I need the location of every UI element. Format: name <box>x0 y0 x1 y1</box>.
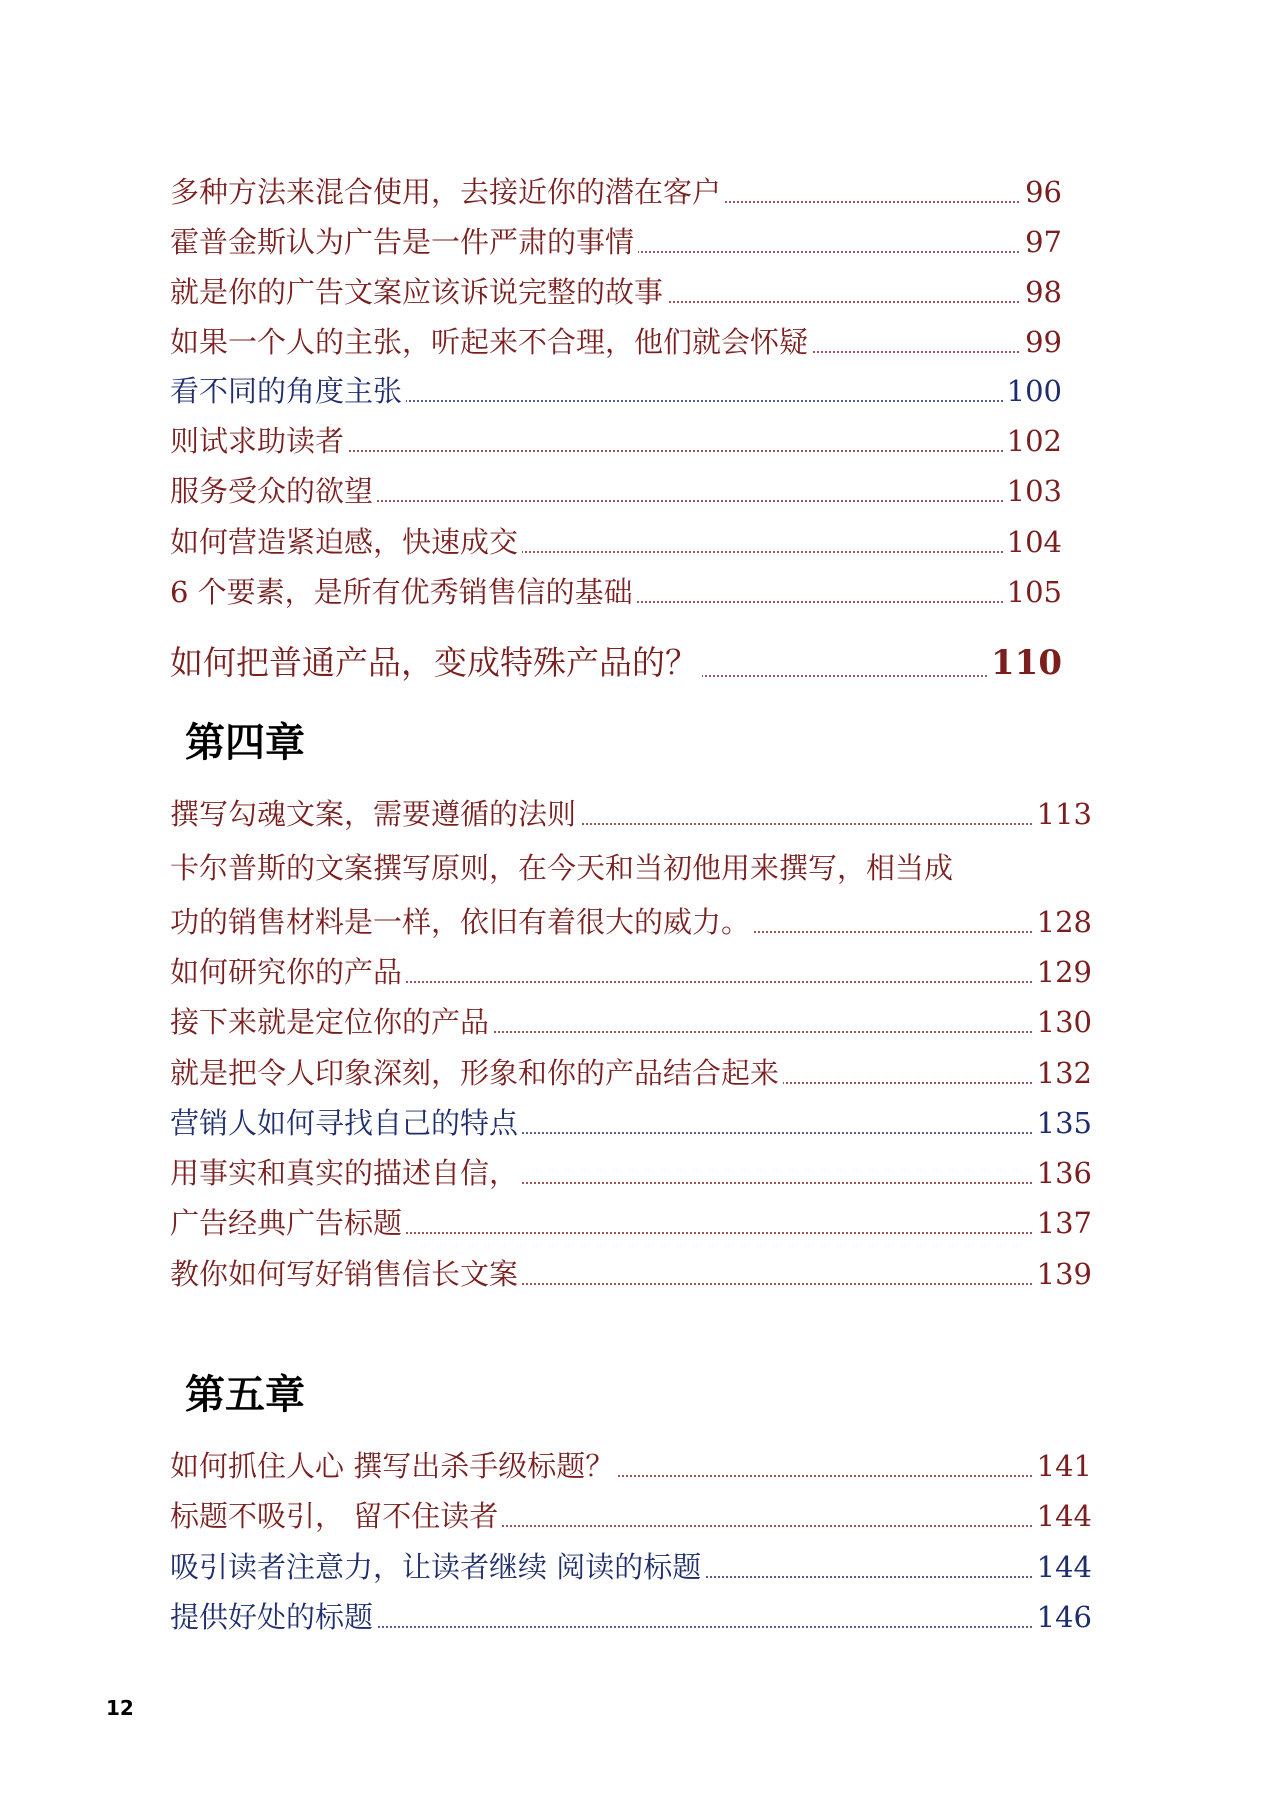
toc-entry[interactable] <box>170 1153 1092 1193</box>
toc-entry-title: 用事实和真实的描述自信， <box>170 1153 522 1193</box>
toc-entry[interactable] <box>170 371 1062 411</box>
toc-entry-title: 广告经典广告标题 <box>170 1203 406 1243</box>
toc-entry-title: 提供好处的标题 <box>170 1597 377 1637</box>
toc-entry-page: 144 <box>1033 1547 1092 1587</box>
toc-entry-page: 129 <box>1033 952 1092 992</box>
toc-entry-page: 128 <box>1033 902 1092 942</box>
toc-entry-page: 103 <box>1003 471 1062 511</box>
toc-entry-title: 则试求助读者 <box>170 421 348 461</box>
page-number: 12 <box>106 1696 134 1720</box>
chapter-heading: 第五章 <box>185 1372 305 1418</box>
toc-entry-title: 6 个要素，是所有优秀销售信的基础 <box>170 572 637 612</box>
toc-entry[interactable] <box>170 640 1062 686</box>
toc-entry[interactable] <box>170 1254 1092 1294</box>
toc-entry[interactable] <box>170 272 1062 312</box>
toc-entry-title: 教你如何写好销售信长文案 <box>170 1254 522 1294</box>
toc-entry-page: 104 <box>1003 522 1062 562</box>
toc-entry-title: 如何研究你的产品 <box>170 952 406 992</box>
toc-entry-page: 113 <box>1033 794 1092 834</box>
toc-entry-page: 144 <box>1033 1496 1092 1536</box>
toc-entry[interactable] <box>170 1203 1092 1243</box>
toc-entry[interactable] <box>170 222 1062 262</box>
toc-entry-page: 105 <box>1003 572 1062 612</box>
toc-entry[interactable] <box>170 902 1092 942</box>
toc-entry-page: 137 <box>1033 1203 1092 1243</box>
toc-entry-title: 如何营造紧迫感，快速成交 <box>170 522 522 562</box>
toc-entry-page: 136 <box>1033 1153 1092 1193</box>
toc-entry-title: 标题不吸引， 留不住读者 <box>170 1496 502 1536</box>
toc-entry-page: 139 <box>1033 1254 1092 1294</box>
toc-entry-page: 132 <box>1033 1053 1092 1093</box>
toc-entry[interactable] <box>170 952 1092 992</box>
toc-entry-page: 130 <box>1033 1002 1092 1042</box>
toc-entry-title: 服务受众的欲望 <box>170 471 377 511</box>
toc-entry[interactable] <box>170 172 1062 212</box>
toc-entry-page: 98 <box>1021 272 1062 312</box>
toc-entry[interactable] <box>170 1496 1092 1536</box>
toc-entry[interactable] <box>170 572 1062 612</box>
toc-entry-title: 营销人如何寻找自己的特点 <box>170 1103 522 1143</box>
toc-entry-title: 多种方法来混合使用，去接近你的潜在客户 <box>170 172 725 212</box>
toc-entry[interactable] <box>170 794 1092 834</box>
toc-entry-page: 135 <box>1033 1103 1092 1143</box>
toc-entry-title: 就是你的广告文案应该诉说完整的故事 <box>170 272 667 312</box>
toc-entry-title: 就是把令人印象深刻，形象和你的产品结合起来 <box>170 1053 783 1093</box>
toc-entry[interactable] <box>170 1597 1092 1637</box>
toc-entry-page: 96 <box>1021 172 1062 212</box>
toc-entry-page: 146 <box>1033 1597 1092 1637</box>
toc-entry[interactable] <box>170 1103 1092 1143</box>
toc-entry[interactable] <box>170 421 1062 461</box>
toc-entry-title: 功的销售材料是一样，依旧有着很大的威力。 <box>170 902 754 942</box>
toc-entry-title: 接下来就是定位你的产品 <box>170 1002 493 1042</box>
toc-entry-title: 如何抓住人心 撰写出杀手级标题？ <box>170 1446 618 1486</box>
toc-entry[interactable] <box>170 1002 1092 1042</box>
toc-entry[interactable] <box>170 322 1062 362</box>
toc-entry[interactable] <box>170 522 1062 562</box>
toc-entry-page: 102 <box>1003 421 1062 461</box>
toc-entry-title-line: 卡尔普斯的文案撰写原则，在今天和当初他用来撰写，相当成 <box>170 851 954 885</box>
toc-entry-title: 如果一个人的主张，听起来不合理，他们就会怀疑 <box>170 322 812 362</box>
toc-entry[interactable] <box>170 471 1062 511</box>
toc-entry-page: 100 <box>1003 371 1062 411</box>
chapter-heading: 第四章 <box>185 720 305 766</box>
toc-entry-title: 撰写勾魂文案，需要遵循的法则 <box>170 794 580 834</box>
toc-entry-page: 97 <box>1021 222 1062 262</box>
toc-entry[interactable] <box>170 1053 1092 1093</box>
toc-entry[interactable] <box>170 1547 1092 1587</box>
toc-entry-page: 141 <box>1033 1446 1092 1486</box>
toc-entry-page: 99 <box>1021 322 1062 362</box>
toc-entry[interactable] <box>170 1446 1092 1486</box>
toc-entry-title: 看不同的角度主张 <box>170 371 406 411</box>
toc-entry-title: 如何把普通产品，变成特殊产品的？ <box>170 640 702 686</box>
toc-entry-page: 110 <box>987 640 1062 686</box>
toc-entry-title: 霍普金斯认为广告是一件严肃的事情 <box>170 222 638 262</box>
toc-entry-title: 吸引读者注意力，让读者继续 阅读的标题 <box>170 1547 705 1587</box>
